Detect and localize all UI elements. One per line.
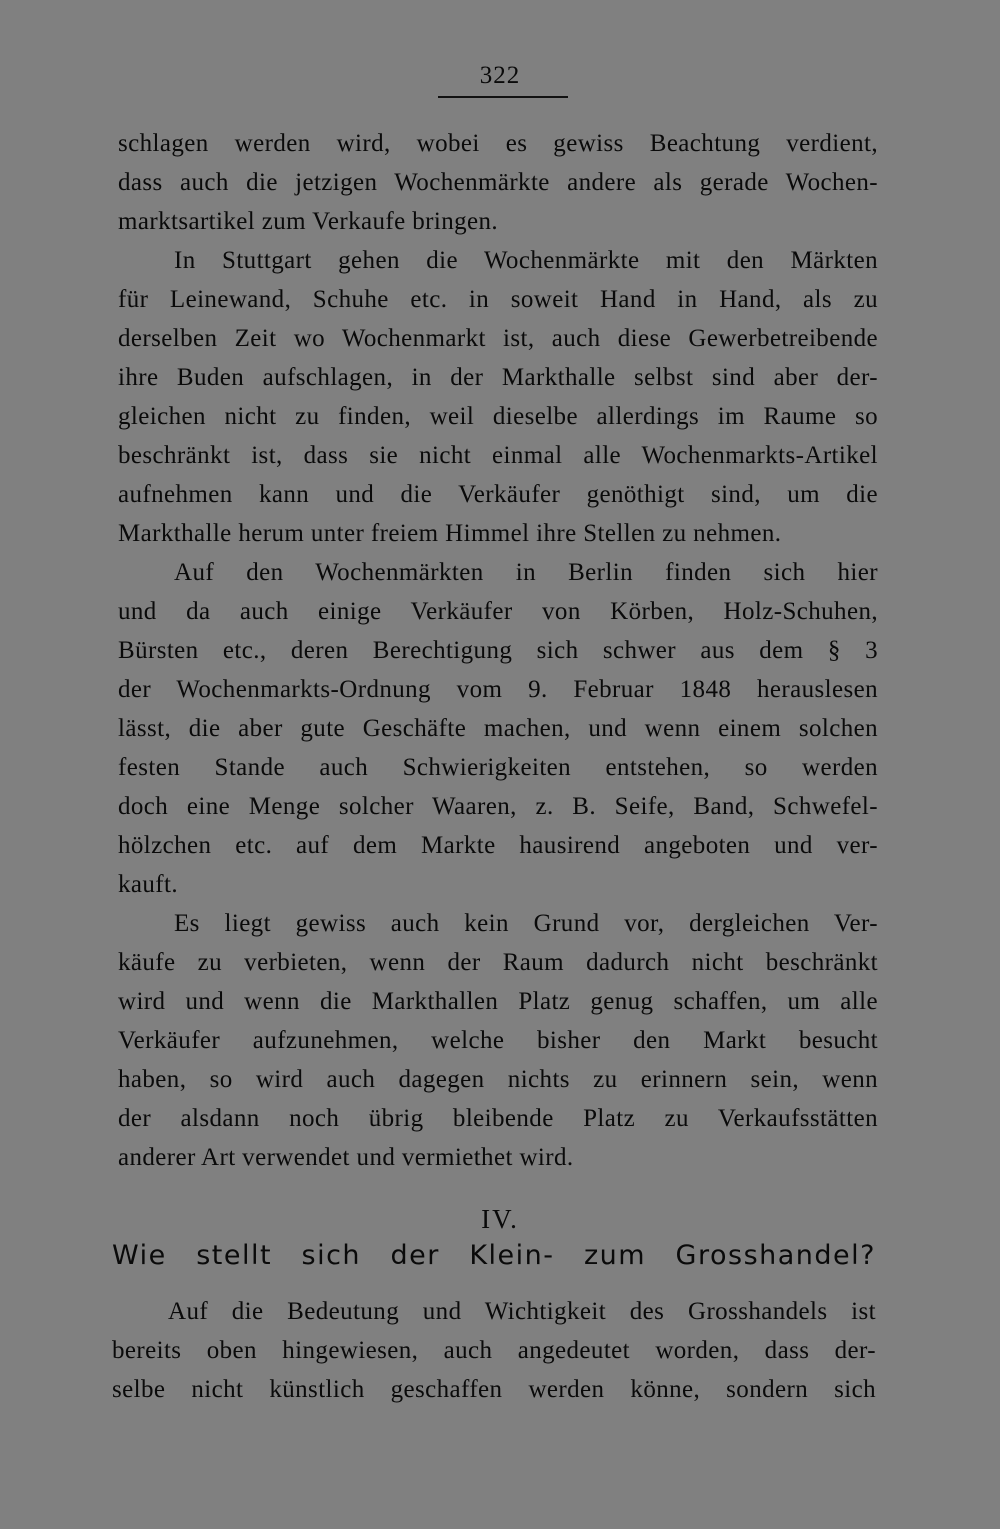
section-heading: Wie stellt sich der Klein- zum Grosshandel? [112, 1240, 876, 1271]
text-line: Auf den Wochenmärkten in Berlin finden sich hier [174, 559, 878, 586]
text-line: und da auch einige Verkäufer von Körben, Holz-Schuhen, [118, 598, 878, 625]
text-line: Es liegt gewiss auch kein Grund vor, dergleichen Ver- [174, 910, 878, 937]
text-line: wird und wenn die Markthallen Platz genug schaffen, um alle [118, 988, 878, 1015]
text-line: selbe nicht künstlich geschaffen werden könne, sondern sich [112, 1376, 876, 1403]
page-number-rule [438, 96, 568, 98]
text-line: der alsdann noch übrig bleibende Platz zu Verkaufsstätten [118, 1105, 878, 1132]
text-line: In Stuttgart gehen die Wochenmärkte mit den Märkten [174, 247, 878, 274]
text-line: Bürsten etc., deren Berechtigung sich schwer aus dem § 3 [118, 637, 878, 664]
text-line: Verkäufer aufzunehmen, welche bisher den Markt besucht [118, 1027, 878, 1054]
text-line: anderer Art verwendet und vermiethet wird. [118, 1144, 574, 1171]
text-line: Markthalle herum unter freiem Himmel ihre Stellen zu nehmen. [118, 520, 782, 547]
text-line: gleichen nicht zu finden, weil dieselbe allerdings im Raume so [118, 403, 878, 430]
text-line: für Leinewand, Schuhe etc. in soweit Hand in Hand, als zu [118, 286, 878, 313]
text-line: haben, so wird auch dagegen nichts zu erinnern sein, wenn [118, 1066, 878, 1093]
text-line: lässt, die aber gute Geschäfte machen, und wenn einem solchen [118, 715, 878, 742]
text-line: dass auch die jetzigen Wochenmärkte andere als gerade Wochen- [118, 169, 878, 196]
page-number: 322 [479, 62, 521, 89]
text-line: schlagen werden wird, wobei es gewiss Beachtung verdient, [118, 130, 878, 157]
text-line: bereits oben hingewiesen, auch angedeutet worden, dass der- [112, 1337, 876, 1364]
text-line: käufe zu verbieten, wenn der Raum dadurch nicht beschränkt [118, 949, 878, 976]
text-line: ihre Buden aufschlagen, in der Markthalle selbst sind aber der- [118, 364, 878, 391]
text-line: festen Stande auch Schwierigkeiten entstehen, so werden [118, 754, 878, 781]
text-line: kauft. [118, 871, 179, 898]
text-line: beschränkt ist, dass sie nicht einmal alle Wochenmarkts-Artikel [118, 442, 878, 469]
section-text [112, 1292, 876, 1409]
section-numeral: IV. [481, 1204, 519, 1234]
text-line: aufnehmen kann und die Verkäufer genöthigt sind, um die [118, 481, 878, 508]
text-line: der Wochenmarkts-Ordnung vom 9. Februar 1848 herauslesen [118, 676, 878, 703]
text-line: marktsartikel zum Verkaufe bringen. [118, 208, 499, 235]
text-line: doch eine Menge solcher Waaren, z. B. Seife, Band, Schwefel- [118, 793, 878, 820]
body-text [118, 124, 878, 1177]
text-line: hölzchen etc. auf dem Markte hausirend angeboten und ver- [118, 832, 878, 859]
text-line: Auf die Bedeutung und Wichtigkeit des Grosshandels ist [168, 1298, 876, 1325]
text-line: derselben Zeit wo Wochenmarkt ist, auch diese Gewerbetreibende [118, 325, 878, 352]
